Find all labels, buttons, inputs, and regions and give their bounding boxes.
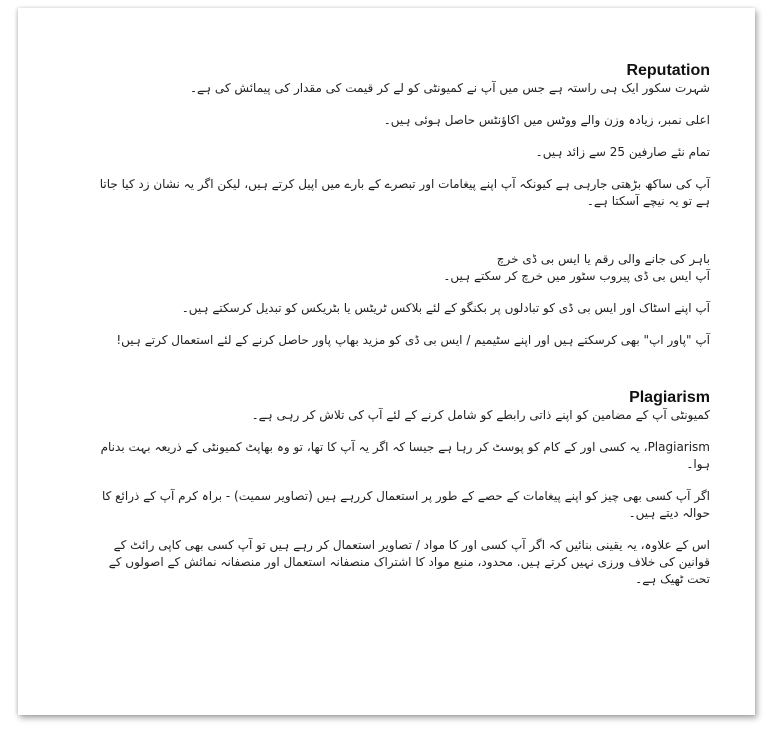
reputation-paragraph-7: آپ "پاور اپ" بھی کرسکتے ہیں اور اپنے سٹیمیم / ایس بی ڈی کو مزید بھاپ پاور حاصل کرنے کے لئے استعمال کرتے ہیں! [116,333,710,347]
reputation-payout-line-1: باہر کی جانے والی رقم یا ایس بی ڈی خرچ [496,252,710,266]
reputation-paragraph-2: اعلی نمبر، زیادہ وزن والے ووٹس میں اکاؤنٹس حاصل ہوئی ہیں۔ [383,113,710,127]
plagiarism-paragraph-2: Plagiarism، یہ کسی اور کے کام کو پوسٹ کر رہا ہے جیسا کہ اگر یہ آپ کا تھا، تو وہ بھاپٹ کمیونٹی کے ذریعہ بہت بدنام ہوا۔ [100,440,710,471]
reputation-payout-line-2: آپ ایس بی ڈی پیروب سٹور میں خرچ کر سکتے ہیں۔ [443,269,710,283]
reputation-paragraph-4: آپ کی ساکھ بڑھتی جارہی ہے کیونکہ آپ اپنے پیغامات اور تبصرے کے بارے میں اپیل کرتے ہیں، لیکن اگر یہ نشان زد کیا جاتا ہے تو یہ نیچے آسکتا ہے۔ [99,177,710,208]
reputation-heading: Reputation [626,62,710,79]
plagiarism-heading: Plagiarism [629,389,710,406]
reputation-paragraph-3: تمام نئے صارفین 25 سے زائد ہیں۔ [535,145,710,159]
reputation-paragraph-6: آپ اپنے اسٹاک اور ایس بی ڈی کو تبادلوں پر بکنگو کے لئے بلاکس ٹریٹس یا بٹریکس کو تبدیل کرسکتے ہیں۔ [181,301,710,315]
document-content [98,62,710,588]
plagiarism-paragraph-4: اس کے علاوہ، یہ یقینی بنائیں کہ اگر آپ کسی اور کا مواد / تصاویر استعمال کر رہے ہیں تو آپ کسی بھی کاپی رائٹ کے قوانین کی خلاف ورزی نہیں کرتے ہیں. محدود، منبع مواد کا اشتراک منصفانہ استعمال اور منصفانہ نمائش کے اصولوں کے تحت ٹھیک ہے۔ [108,538,710,586]
plagiarism-paragraph-3: اگر آپ کسی بھی چیز کو اپنے پیغامات کے حصے کے طور پر استعمال کررہے ہیں (تصاویر سمیت) - براہ کرم آپ کے ذرائع کا حوالہ دیتے ہیں۔ [101,489,710,520]
plagiarism-paragraph-1: کمیونٹی آپ کے مضامین کو اپنے ذاتی رابطے کو شامل کرنے کے لئے آپ کی تلاش کر رہی ہے۔ [251,408,710,422]
document-page [18,8,755,715]
reputation-paragraph-1: شہرت سکور ایک ہی راستہ ہے جس میں آپ نے کمیونٹی کو لے کر قیمت کی مقدار کی پیمائش کی ہے۔ [189,81,710,95]
